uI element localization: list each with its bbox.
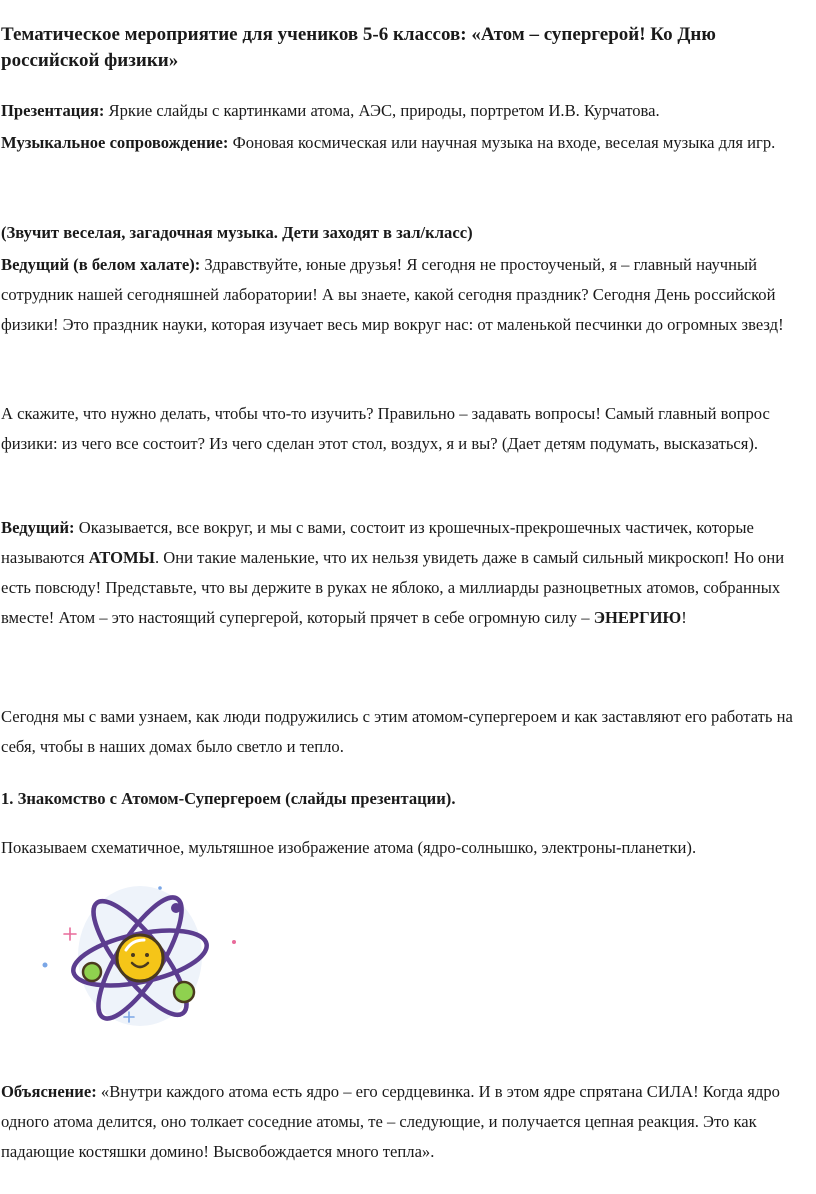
host-atoms-paragraph <box>1 513 813 633</box>
host-intro-label: Ведущий (в белом халате): <box>1 255 201 274</box>
cartoon-atom-icon <box>30 870 250 1040</box>
atoms-word: АТОМЫ <box>88 548 155 567</box>
host-atoms-text-after: ! <box>681 608 687 627</box>
host-atoms-text-before: Оказывается, все вокруг, и мы с вами, состоит из крошечных-прекрошечных частичек, которые называются <box>1 518 754 567</box>
host-intro-paragraph <box>1 250 813 340</box>
host-atoms-label: Ведущий: <box>1 518 75 537</box>
nucleus <box>117 935 163 981</box>
music-label: Музыкальное сопровождение: <box>1 133 229 152</box>
explanation-label: Объяснение: <box>1 1082 97 1101</box>
music-paragraph <box>1 128 813 158</box>
explanation-text: «Внутри каждого атома есть ядро – его сердцевинка. И в этом ядре спрятана СИЛА! Когда ядро одного атома делится, оно толкает соседние атомы, те – следующие, и получается цепная реакция. Это как падающие костяшки домино! Высвобождается много тепла». <box>1 1082 780 1161</box>
sparkle-pink <box>64 928 76 940</box>
question-paragraph: А скажите, что нужно делать, чтобы что-то изучить? Правильно – задавать вопросы! Самый главный вопрос физики: из чего все состоит? Из чего сделан этот стол, воздух, я и вы? (Дает детям подумать, высказаться). <box>1 404 770 453</box>
electron-right <box>174 982 194 1002</box>
presentation-label: Презентация: <box>1 101 105 120</box>
show-paragraph: Показываем схематичное, мультяшное изображение атома (ядро-солнышко, электроны-планетки). <box>1 838 697 857</box>
electron-left <box>83 963 101 981</box>
sparkle-dot-top <box>158 886 162 890</box>
explanation-paragraph <box>1 1077 813 1167</box>
energy-word: ЭНЕРГИЮ <box>593 608 682 627</box>
presentation-line <box>1 96 813 126</box>
document-title: Тематическое мероприятие для учеников 5-6 классов: «Атом – супергерой! Ко Дню российской физики» <box>1 24 716 71</box>
host-atoms-text-middle: . Они такие маленькие, что их нельзя увидеть даже в самый сильный микроскоп! Но они есть повсюду! Представьте, что вы держите в руках не яблоко, а миллиарды разноцветных атомов, собранных вместе! Атом – это настоящий супергерой, который прячет в себе огромную силу – <box>1 548 785 627</box>
music-text: Фоновая космическая или научная музыка на входе, веселая музыка для игр. <box>228 133 776 152</box>
section1-heading: 1. Знакомство с Атомом-Супергероем (слайды презентации). <box>1 789 456 808</box>
sparkle-dot-left <box>43 963 48 968</box>
host-intro-text: Здравствуйте, юные друзья! Я сегодня не простоученый, я – главный научный сотрудник нашей сегодняшней лаборатории! А вы знаете, какой сегодня праздник? Сегодня День российской физики! Это праздник науки, которая изучает весь мир вокруг нас: от маленькой песчинки до огромных звезд! <box>1 255 784 334</box>
stage-direction: (Звучит веселая, загадочная музыка. Дети заходят в зал/класс) <box>1 223 473 242</box>
today-paragraph: Сегодня мы с вами узнаем, как люди подружились с этим атомом-супергероем и как заставляют его работать на себя, чтобы в наших домах было светло и тепло. <box>1 707 793 756</box>
presentation-text: Яркие слайды с картинками атома, АЭС, природы, портретом И.В. Курчатова. <box>104 101 660 120</box>
electron-top <box>171 903 181 913</box>
sparkle-dot-right <box>232 940 236 944</box>
